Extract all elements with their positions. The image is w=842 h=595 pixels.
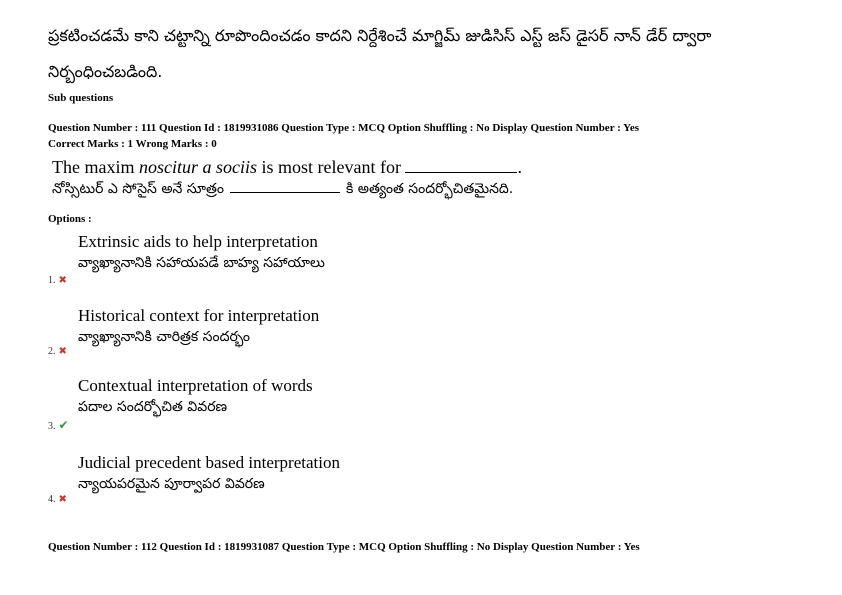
- cross-icon: ✖: [58, 494, 67, 505]
- question-text-italic: noscitur a sociis: [138, 157, 257, 177]
- option-3-english: Contextual interpretation of words: [78, 376, 313, 395]
- option-4-number-label: 4.: [48, 494, 56, 505]
- question-meta: Question Number : 111 Question Id : 1819931086 Question Type : MCQ Option Shuffling : No Display Question Number : Yes: [48, 122, 640, 134]
- option-1-telugu: వ్యాఖ్యానానికి సహాయపడే బాహ్య సహాయాలు: [78, 255, 325, 271]
- intro-telugu-line-2: నిర్బంధించబడింది.: [48, 62, 163, 81]
- option-3-number: [48, 418, 69, 433]
- cross-icon: ✖: [58, 346, 67, 357]
- question-text-end: .: [517, 157, 522, 177]
- option-3-number-label: 3.: [48, 421, 56, 432]
- question-text-telugu: [52, 180, 513, 200]
- question-telugu-before: నోస్సిటుర్ ఎ సోసైస్ అనే సూత్రం: [52, 181, 224, 197]
- cross-icon: ✖: [58, 275, 67, 286]
- option-4-number: [48, 494, 67, 505]
- question-text-after: is most relevant for: [257, 157, 401, 177]
- option-1-number-label: 1.: [48, 275, 56, 286]
- option-2-number: [48, 346, 67, 357]
- option-2-english: Historical context for interpretation: [78, 306, 320, 325]
- option-3-telugu: పదాల సందర్భోచిత వివరణ: [78, 399, 228, 415]
- question-text-english: [52, 157, 522, 178]
- answer-blank: [405, 158, 517, 173]
- question-marks: Correct Marks : 1 Wrong Marks : 0: [48, 138, 217, 150]
- option-1-number: [48, 275, 67, 286]
- option-2-telugu: వ్యాఖ్యానానికి చారిత్రక సందర్భం: [78, 329, 250, 345]
- option-1-english: Extrinsic aids to help interpretation: [78, 232, 318, 251]
- option-4-telugu: న్యాయపరమైన పూర్వాపర వివరణ: [78, 476, 265, 492]
- next-question-meta: Question Number : 112 Question Id : 1819931087 Question Type : MCQ Option Shuffling : No Display Question Number : Yes: [48, 541, 640, 553]
- check-icon: ✔: [58, 418, 69, 432]
- option-4-english: Judicial precedent based interpretation: [78, 453, 340, 472]
- answer-blank-telugu: [230, 180, 340, 193]
- question-telugu-after: కి అత్యంత సందర్భోచితమైనది.: [345, 181, 514, 197]
- option-2-number-label: 2.: [48, 346, 56, 357]
- question-text-before: The maxim: [52, 157, 139, 177]
- sub-questions-label: Sub questions: [48, 92, 114, 104]
- options-label: Options :: [48, 213, 92, 225]
- intro-telugu-line-1: ప్రకటించడమే కాని చట్టాన్ని రూపొందించడం కాదని నిర్దేశించే మాగ్జిమ్ జుడిసిస్ ఎస్ట్ జస్ డైసర్ నాన్ డేర్ ద్వారా: [48, 26, 712, 45]
